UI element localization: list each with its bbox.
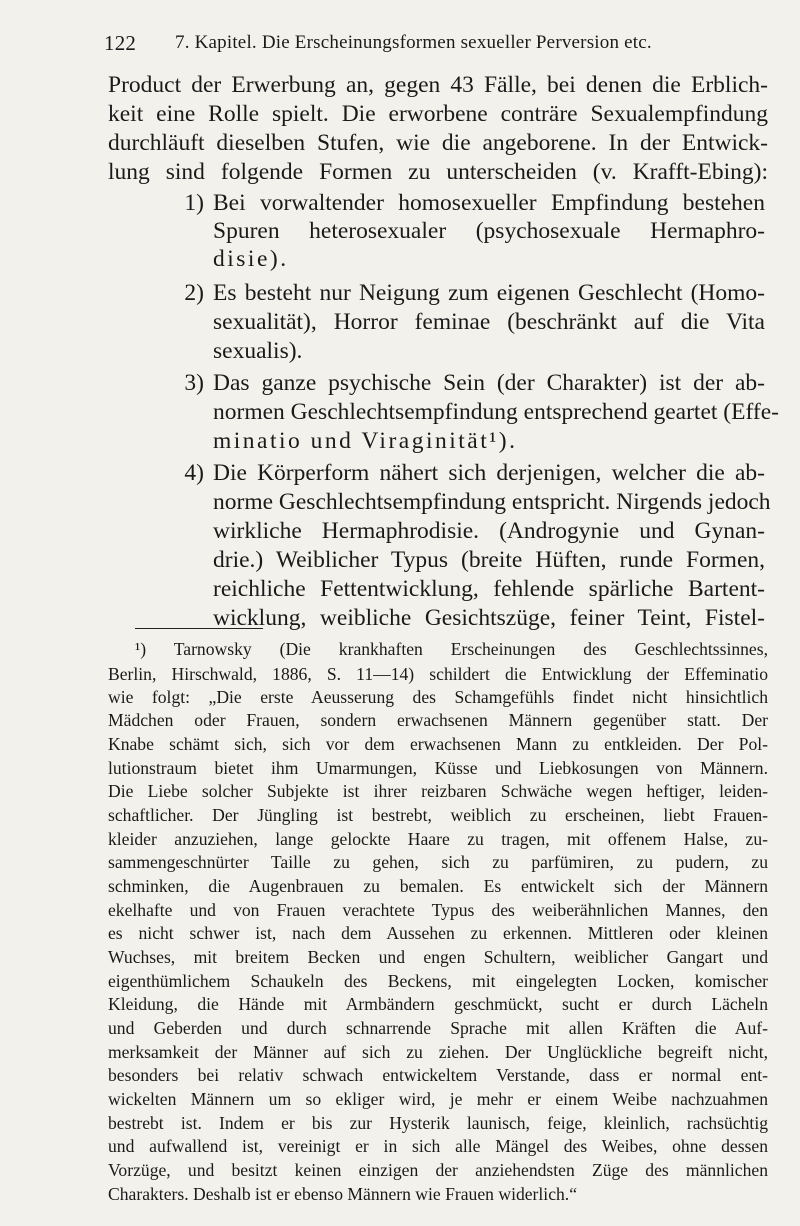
running-title: 7. Kapitel. Die Erscheinungsformen sexueller Perversion etc.: [175, 32, 652, 53]
list-item-line: disie).: [213, 246, 289, 272]
footnote-line: Vorzüge, und besitzt keinen einzigen der anziehendsten Züge des männlichen: [108, 1160, 768, 1180]
footnote-line: und Geberden und durch schnarrende Sprache mit allen Kräften die Auf-: [108, 1018, 768, 1038]
list-item-line: Das ganze psychische Sein (der Charakter) ist der ab-: [213, 370, 765, 396]
footnote-line: Mädchen oder Frauen, sondern erwachsenen Männern gegenüber statt. Der: [108, 710, 768, 730]
list-item-line: Die Körperform nähert sich derjenigen, welcher die ab-: [213, 460, 765, 486]
footnote-line: und aufwallend ist, vereinigt er in sich alle Mängel des Weibes, ohne dessen: [108, 1136, 768, 1156]
footnote-line: kleider anzuziehen, lange gelockte Haare zu tragen, mit offenem Halse, zu-: [108, 829, 768, 849]
footnote-line: merksamkeit der Männer auf sich zu ziehen. Der Unglückliche begreift nicht,: [108, 1042, 768, 1062]
footnote-line: Wuchses, mit breitem Becken und engen Schultern, weiblicher Gangart und: [108, 947, 768, 967]
list-item-line: normen Geschlechtsempfindung entsprechend geartet (Effe-: [213, 399, 779, 425]
footnote-line: wie folgt: „Die erste Aeusserung des Schamgefühls findet nicht hinsichtlich: [108, 687, 768, 707]
list-item-number: 4): [184, 460, 204, 486]
list-item-number: 3): [184, 370, 204, 396]
footnote-line: es nicht schwer ist, nach dem Aussehen zu erkennen. Mittleren oder kleinen: [108, 923, 768, 943]
list-item-line: norme Geschlechtsempfindung entspricht. Nirgends jedoch: [213, 489, 771, 515]
footnote-rule: [135, 628, 263, 629]
page-number: 122: [104, 31, 137, 55]
footnote-line: schaftlicher. Der Jüngling ist bestrebt, weiblich zu erscheinen, liebt Frauen-: [108, 805, 768, 825]
footnote-line: bestrebt ist. Indem er bis zur Hysterik launisch, feige, kleinlich, rachsüchtig: [108, 1113, 768, 1133]
footnote-line: Berlin, Hirschwald, 1886, S. 11—14) schildert die Entwicklung der Effeminatio: [108, 664, 768, 684]
footnote-line: besonders bei relativ schwach entwickeltem Verstande, dass er normal ent-: [108, 1065, 768, 1085]
list-item-line: Bei vorwaltender homosexueller Empfindung bestehen: [213, 190, 765, 216]
list-item-line: minatio und Viraginität¹).: [213, 428, 518, 454]
list-item-line: wirkliche Hermaphrodisie. (Androgynie und Gynan-: [213, 518, 765, 544]
list-item-number: 2): [184, 280, 204, 306]
footnote-line: Charakters. Deshalb ist er ebenso Männern wie Frauen widerlich.“: [108, 1184, 578, 1204]
page-header: [104, 28, 704, 58]
list-item-line: Es besteht nur Neigung zum eigenen Geschlecht (Homo-: [213, 280, 765, 306]
body-line: durchläuft dieselben Stufen, wie die angeborene. In der Entwick-: [108, 130, 768, 156]
list-item-line: wicklung, weibliche Gesichtszüge, feiner Teint, Fistel-: [213, 605, 765, 631]
footnote-line: Die Liebe solcher Subjekte ist ihrer reizbaren Schwäche wegen heftiger, leiden-: [108, 781, 768, 801]
list-item-line: reichliche Fettentwicklung, fehlende spärliche Bartent-: [213, 576, 765, 602]
footnote-line: wickelten Männern um so ekliger wird, je mehr er einem Weibe nachzuahmen: [108, 1089, 768, 1109]
footnote-line: lutionstraum bietet ihm Umarmungen, Küsse und Liebkosungen von Männern.: [108, 758, 768, 778]
list-item-line: Spuren heterosexualer (psychosexuale Hermaphro-: [213, 218, 765, 244]
body-line: keit eine Rolle spielt. Die erworbene conträre Sexualempfindung: [108, 101, 768, 127]
list-item-line: sexualis).: [213, 338, 303, 364]
list-item-number: 1): [184, 190, 204, 216]
footnote-line: ¹) Tarnowsky (Die krankhaften Erscheinungen des Geschlechtssinnes,: [135, 639, 768, 659]
footnote-line: eigenthümlichem Schaukeln des Beckens, mit eingelegten Locken, komischer: [108, 971, 768, 991]
footnote-line: ekelhafte und von Frauen verachtete Typus des weiberähnlichen Mannes, den: [108, 900, 768, 920]
list-item-line: drie.) Weiblicher Typus (breite Hüften, runde Formen,: [213, 547, 765, 573]
footnote-line: Knabe schämt sich, sich vor dem erwachsenen Mann zu entkleiden. Der Pol-: [108, 734, 768, 754]
body-line: Product der Erwerbung an, gegen 43 Fälle, bei denen die Erblich-: [108, 72, 768, 98]
list-item-line: sexualität), Horror feminae (beschränkt auf die Vita: [213, 309, 765, 335]
footnote-line: Kleidung, die Hände mit Armbändern geschmückt, sucht er durch Lächeln: [108, 994, 768, 1014]
body-line: lung sind folgende Formen zu unterscheiden (v. Krafft-Ebing):: [108, 159, 768, 185]
footnote-line: schminken, die Augenbrauen zu bemalen. Es entwickelt sich der Männern: [108, 876, 768, 896]
footnote-line: sammengeschnürter Taille zu gehen, sich zu parfümiren, zu pudern, zu: [108, 852, 768, 872]
